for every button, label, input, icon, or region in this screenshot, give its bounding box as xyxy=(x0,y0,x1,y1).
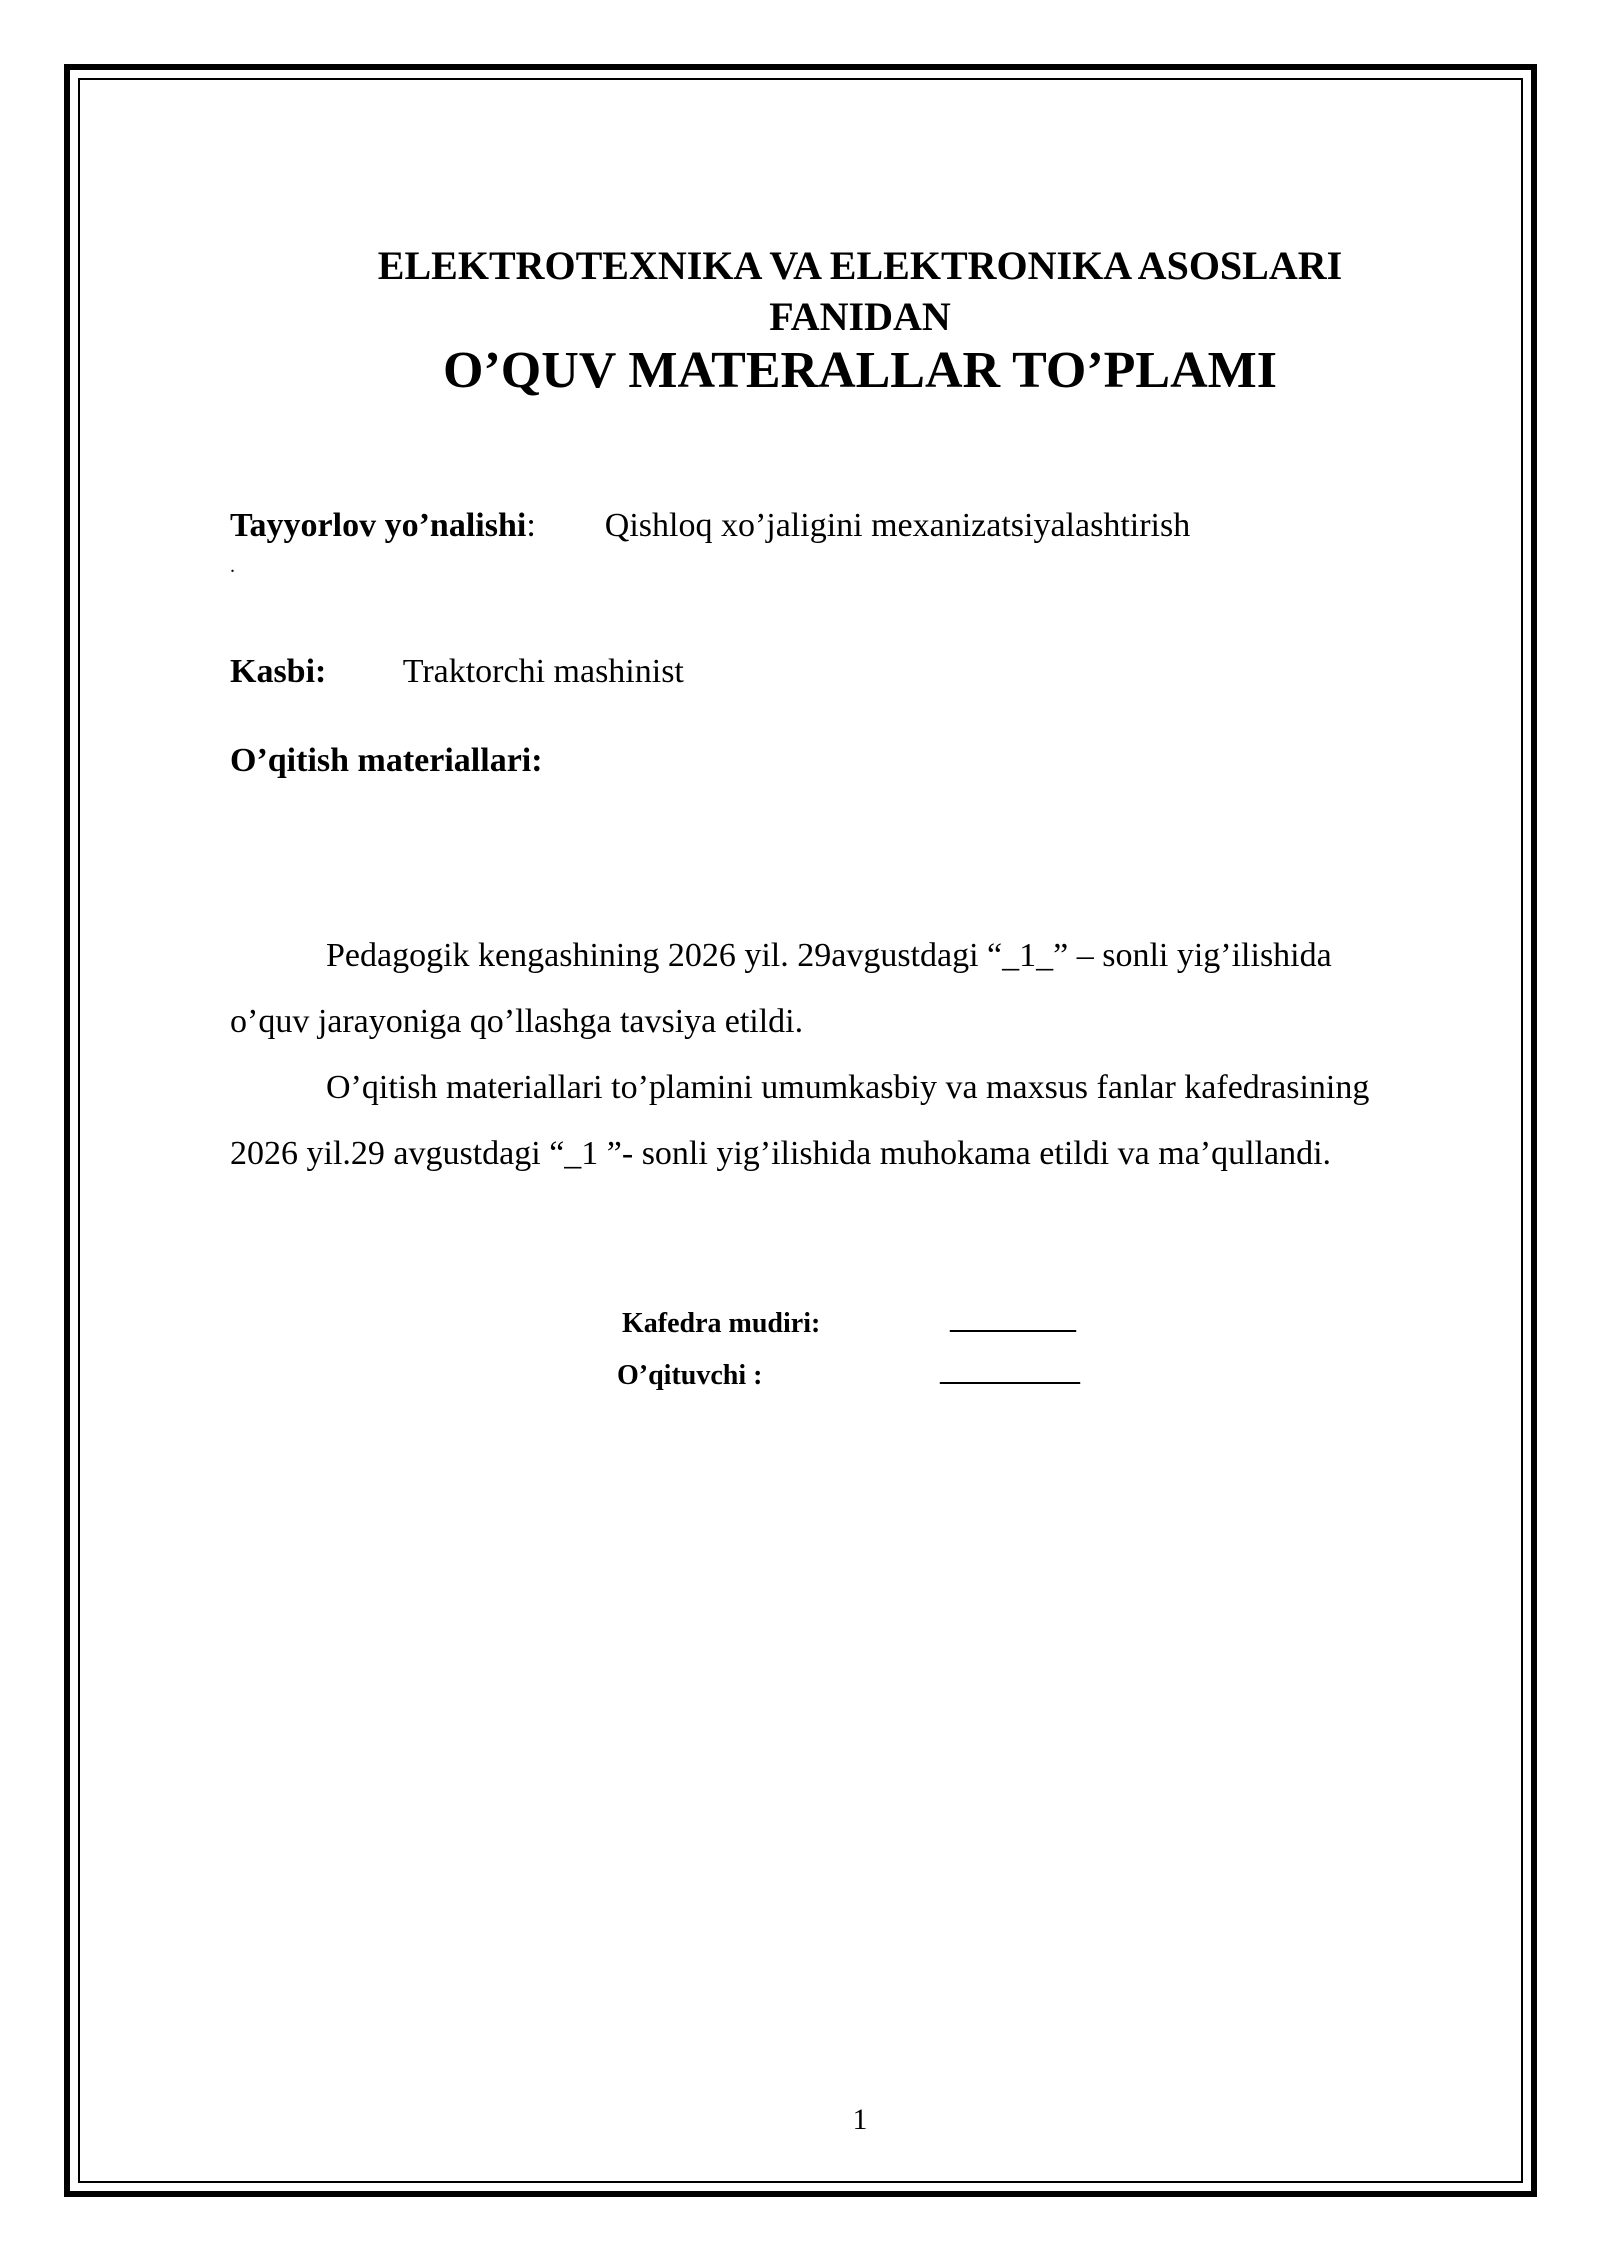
head-of-department-label: Kafedra mudiri: xyxy=(622,1308,821,1339)
page-number: 1 xyxy=(852,2103,868,2136)
head-signature-line: _________ xyxy=(950,1304,1076,1335)
main-title: O’QUV MATERALLAR TO’PLAMI xyxy=(443,342,1277,399)
paragraph-department-line-2: 2026 yil.29 avgustdagi “_1 ”- sonli yig’ilishida muhokama etildi va ma’qullandi. xyxy=(230,1135,1332,1172)
direction-label: Tayyorlov yo’nalishi xyxy=(230,507,527,544)
paragraph-department xyxy=(230,1055,1490,1187)
direction-row xyxy=(230,505,1190,547)
paragraph-department-line-1: O’qitish materiallari to’plamini umumkasbiy va maxsus fanlar kafedrasining xyxy=(326,1069,1370,1106)
paragraph-council-line-2: o’quv jarayoniga qo’llashga tavsiya etildi. xyxy=(230,1003,804,1040)
profession-row xyxy=(230,651,684,693)
direction-colon: : xyxy=(526,507,536,544)
profession-label: Kasbi: xyxy=(230,653,327,690)
teacher-label: O’qituvchi : xyxy=(617,1360,763,1391)
paragraph-council-line-1: Pedagogik kengashining 2026 yil. 29avgustdagi “_1_” – sonli yig’ilishida xyxy=(326,937,1332,974)
profession-value: Traktorchi mashinist xyxy=(402,653,684,690)
direction-value: Qishloq xo’jaligini mexanizatsiyalashtirish xyxy=(604,507,1191,544)
direction-dot: . xyxy=(230,555,235,577)
title-line-1: ELEKTROTEXNIKA VA ELEKTRONIKA ASOSLARI xyxy=(377,243,1343,288)
materials-label: O’qitish materiallari: xyxy=(230,742,543,779)
teacher-signature-line: __________ xyxy=(940,1356,1080,1387)
title-line-2: FANIDAN xyxy=(769,294,951,339)
paragraph-council xyxy=(230,923,1490,1055)
